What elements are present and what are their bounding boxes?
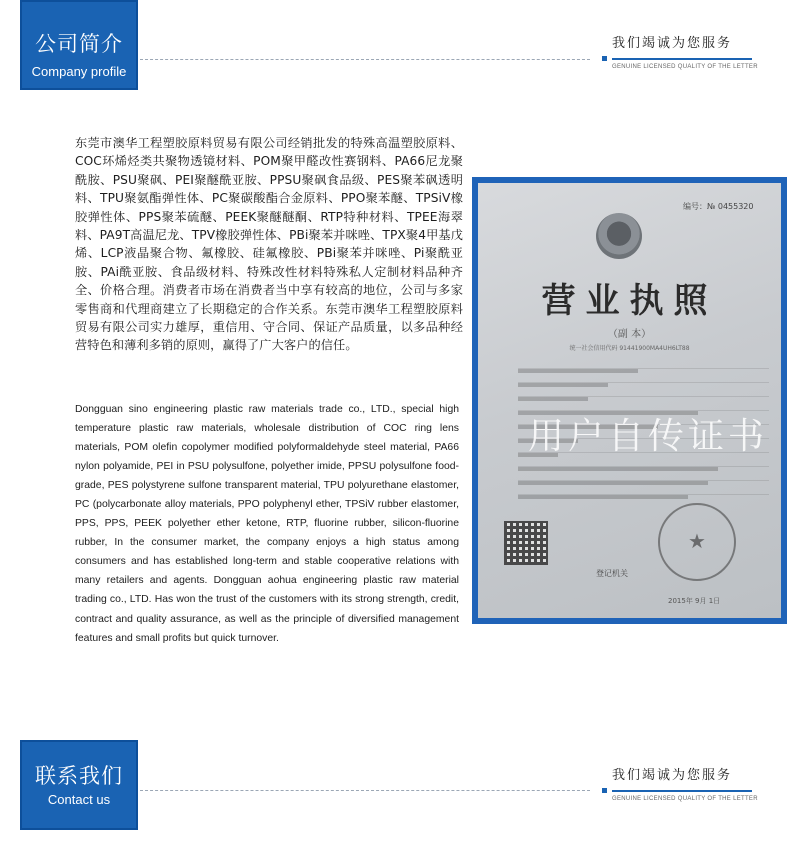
national-emblem-icon [596, 213, 642, 259]
intro-zh-paragraph: 东莞市澳华工程塑胶原料贸易有限公司经销批发的特殊高温塑胶原料、COC环烯烃类共聚物透镜材料、POM聚甲醛改性赛钢料、PA66尼龙聚酰胺、PSU聚砜、PEI聚醚酰亚胺、PPSU聚砜食品级、PES聚苯砜透明料、TPU聚氨酯弹性体、PC聚碳酸酯合金原料、PPO聚苯醚、TPSiV橡胶弹性体、PPS聚苯硫醚、PEEK聚醚醚酮、RTP特种材料、TPEE海翠料、PA9T高温尼龙、TPV橡胶弹性体、PBi聚苯并咪唑、TPX聚4甲基戊烯、LCP液晶聚合物、氟橡胶、硅氟橡胶、PBi聚苯并咪唑、Pi聚酰亚胺、PAi酰亚胺、食品级材料、特殊改性材料特殊私人定制材料品种齐全、价格合理。消费者市场在消费者当中享有较高的地位，公司与多家零售商和代理商建立了长期稳定的合作关系。东莞市澳华工程塑胶原料贸易有限公司实力雄厚，重信用、守合同、保证产品质量，以多品种经营特色和薄利多销的原则，赢得了广大客户的信任。 [75, 136, 463, 353]
license-watermark: 用户自传证书 [528, 416, 769, 457]
license-field-row [518, 372, 769, 383]
slogan-rule [612, 58, 752, 60]
license-date: 2015年 9月 1日 [668, 597, 721, 605]
official-seal-icon [658, 503, 736, 581]
section-tag-contact-us [20, 740, 138, 830]
license-credit-code: 统一社会信用代码 91441900MA4UH6LT88 [569, 345, 690, 352]
license-paper [478, 183, 781, 618]
qr-code-icon [504, 521, 548, 565]
slogan-zh: 我们竭诚为您服务 [612, 768, 733, 783]
license-serial: 编号：№ 0455320 [683, 202, 754, 211]
section-title-en: Company profile [31, 64, 127, 79]
section-tag-company-profile [20, 0, 138, 90]
section-header-company-profile [0, 0, 790, 90]
license-copy-label: （副 本） [607, 329, 652, 340]
license-field-row [518, 358, 769, 369]
slogan-zh: 我们竭诚为您服务 [612, 36, 733, 51]
slogan [612, 36, 782, 70]
business-license-image [472, 177, 787, 624]
slogan-rule [612, 790, 752, 792]
section-header-contact-us [0, 740, 790, 830]
intro-en-paragraph: Dongguan sino engineering plastic raw materials trade co., LTD., special high temperature plastic raw materials, wholesale distribution of COC ring lens materials, POM olefin copolymer modified polyformaldehyde steel material, PA66 nylon polyamide, PEI in PSU polysulfone, polyether imide, PPSU polysulfone food-grade, PES polystyrene sulfone transparent material, TPU polyurethane elastomer, PC (polycarbonate alloy materials, PPO polyphenyl ether, TPSiV rubber elastomer, PPS, PPS, PEEK polyether ether ketone, RTP, fluorine rubber, silicon-fluorine rubber, In the consumer market, the company enjoys a high status among consumers and has established long-term and stable cooperative relations with many retailers and agents. Dongguan aohua engineering plastic raw material trading co., LTD. Has won the trust of the customers with its strong strength, credit, contract and quality assurance, as well as the principle of diversified management features and small profits but quick turnover. [75, 404, 459, 644]
intro-block [75, 134, 463, 355]
registration-office-label: 登记机关 [596, 569, 628, 578]
section-title-en: Contact us [47, 792, 111, 807]
slogan-en: GENUINE LICENSED QUALITY OF THE LETTER [612, 64, 758, 70]
license-field-row [518, 484, 769, 495]
license-field-row [518, 470, 769, 481]
license-field-row [518, 386, 769, 397]
section-title-zh: 公司简介 [35, 32, 123, 56]
license-title: 营业执照 [541, 281, 718, 321]
dashed-divider [140, 790, 590, 791]
slogan [612, 768, 782, 802]
dashed-divider [140, 59, 590, 60]
slogan-en: GENUINE LICENSED QUALITY OF THE LETTER [612, 796, 758, 802]
section-title-zh: 联系我们 [35, 764, 123, 788]
